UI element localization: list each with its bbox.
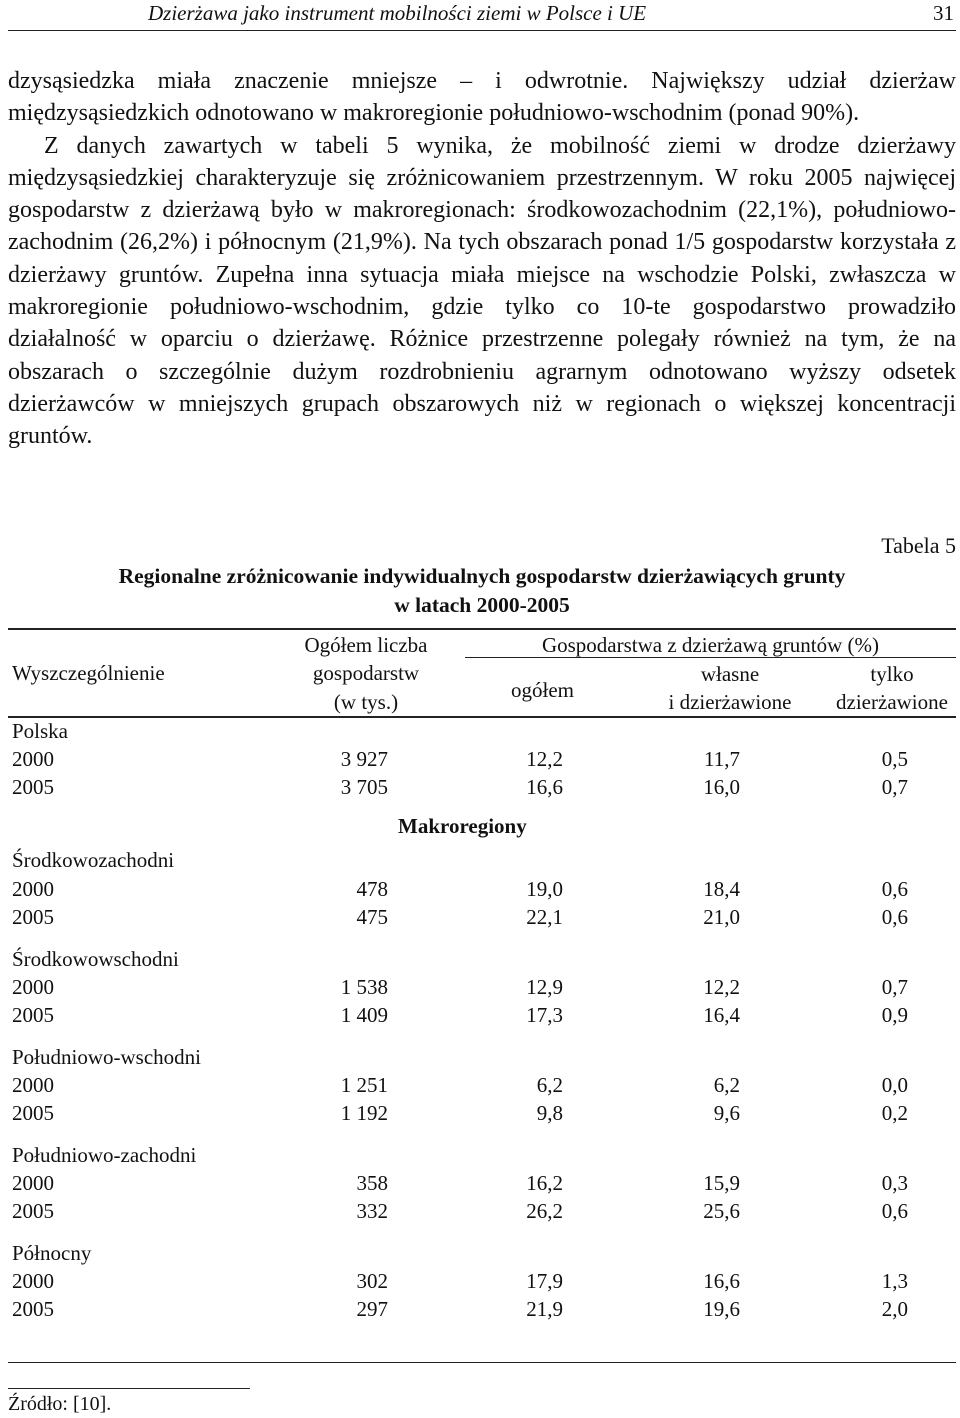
cell-total: 332 [356,1199,388,1223]
cell-total: 302 [356,1269,388,1293]
cell-year: 2000 [12,877,54,901]
footnote-rule [8,1388,250,1389]
cell-tylko: 2,0 [881,1297,908,1321]
cell-ogolem: 26,2 [526,1199,563,1223]
running-title: Dzierżawa jako instrument mobilności ziemi w Polsce i UE [148,1,647,25]
cell-tylko: 0,6 [881,1199,908,1223]
cell-tylko: 0,9 [881,1003,908,1027]
cell-ogolem: 16,2 [526,1171,563,1195]
table-title-line: Regionalne zróżnicowanie indywidualnych gospodarstw dzierżawiących grunty [118,564,846,588]
cell-wlasne: 6,2 [713,1073,740,1097]
table-number: Tabela 5 [881,533,956,558]
cell-wlasne: 16,6 [703,1269,740,1293]
table-header-rule [8,716,956,718]
section-title: Makroregiony [398,814,527,838]
paragraph: Z danych zawartych w tabeli 5 wynika, że mobilność ziemi w drodze dzierżawy międzysąsiedzkiej charakteryzuje się zróżnicowaniem przestrzennym. W roku 2005 najwięcej gospodarstw z dzierżawą było w makroregionach: środkowozachodnim (22,1%), południowo-zachodnim (26,2%) i północnym (21,9%). Na tych obszarach ponad 1/5 gospodarstw korzystała z dzierżawy gruntów. Zupełna inna sytuacja miała miejsce na wschodzie Polski, zwłaszcza w makroregionie południowo-wschodnim, gdzie tylko co 10-te gospodarstwo prowadziło działalność w oparciu o dzierżawę. Różnice przestrzenne polegały również na tym, że na obszarach o szczególnie dużym rozdrobnieniu agrarnym odnotowano wyższy odsetek dzierżawców w mniejszych grupach obszarowych niż w regionach o większej koncentracji gruntów. [8,132,956,450]
region-label: Południowo-zachodni [12,1143,197,1167]
cell-wlasne: 21,0 [703,905,740,929]
table-source: Źródło: [10]. [8,1393,112,1415]
running-header [8,0,956,31]
cell-wlasne: 16,0 [703,775,740,799]
cell-ogolem: 21,9 [526,1297,563,1321]
header-wyszczegolnienie: Wyszczególnienie [12,661,165,685]
table-top-rule [8,628,956,630]
cell-total: 3 927 [340,747,388,771]
cell-wlasne: 19,6 [703,1297,740,1321]
cell-total: 358 [356,1171,388,1195]
cell-wlasne: 18,4 [703,877,740,901]
region-label: Środkowozachodni [12,848,175,872]
cell-tylko: 0,7 [881,775,908,799]
cell-total: 1 192 [340,1101,388,1125]
cell-wlasne: 12,2 [703,975,740,999]
cell-year: 2005 [12,1199,54,1223]
cell-ogolem: 9,8 [536,1101,563,1125]
cell-ogolem: 17,3 [526,1003,563,1027]
cell-year: 2000 [12,975,54,999]
cell-ogolem: 6,2 [536,1073,563,1097]
table-title [8,562,956,620]
header-total-line: (w tys.) [333,690,399,714]
cell-tylko: 0,7 [881,975,908,999]
cell-year: 2005 [12,1297,54,1321]
cell-ogolem: 12,2 [526,747,563,771]
cell-total: 475 [356,905,388,929]
cell-wlasne: 15,9 [703,1171,740,1195]
cell-tylko: 0,2 [881,1101,908,1125]
cell-year: 2000 [12,1073,54,1097]
cell-tylko: 1,3 [881,1269,908,1293]
cell-total: 478 [356,877,388,901]
cell-ogolem: 17,9 [526,1269,563,1293]
cell-total: 3 705 [340,775,388,799]
cell-wlasne: 25,6 [703,1199,740,1223]
region-label: Południowo-wschodni [12,1045,201,1069]
region-label: Północny [12,1241,92,1265]
cell-tylko: 0,6 [881,877,908,901]
header-tylko-line: dzierżawione [836,690,948,714]
cell-year: 2000 [12,1171,54,1195]
cell-tylko: 0,6 [881,905,908,929]
cell-ogolem: 16,6 [526,775,563,799]
table-bottom-rule [8,1362,956,1363]
cell-ogolem: 22,1 [526,905,563,929]
cell-total: 297 [356,1297,388,1321]
cell-total: 1 538 [340,975,388,999]
cell-tylko: 0,3 [881,1171,908,1195]
cell-wlasne: 11,7 [704,747,740,771]
cell-ogolem: 19,0 [526,877,563,901]
header-total-line: gospodarstw [312,661,420,685]
header-total-line: Ogółem liczba [304,633,428,657]
table-title-line: w latach 2000-2005 [394,593,570,617]
cell-year: 2000 [12,1269,54,1293]
header-wlasne-line: i dzierżawione [668,690,792,714]
cell-total: 1 409 [340,1003,388,1027]
cell-year: 2005 [12,905,54,929]
header-group: Gospodarstwa z dzierżawą gruntów (%) [541,633,880,657]
cell-tylko: 0,5 [881,747,908,771]
header-ogolem: ogółem [511,678,574,702]
cell-year: 2005 [12,1101,54,1125]
cell-year: 2005 [12,1003,54,1027]
header-wlasne-line: własne [700,662,760,686]
body-text [8,65,956,453]
header-tylko-line: tylko [870,662,914,686]
group-label: Polska [12,719,69,743]
cell-wlasne: 9,6 [713,1101,740,1125]
paragraph: dzysąsiedzka miała znaczenie mniejsze – i odwrotnie. Największy udział dzierżaw międzysąsiedzkich odnotowano w makroregionie południowo-wschodnim (ponad 90%). [8,68,956,127]
region-label: Środkowowschodni [12,947,179,971]
cell-ogolem: 12,9 [526,975,563,999]
cell-wlasne: 16,4 [703,1003,740,1027]
cell-year: 2000 [12,747,54,771]
cell-tylko: 0,0 [881,1073,908,1097]
cell-total: 1 251 [340,1073,388,1097]
cell-year: 2005 [12,775,54,799]
page-number: 31 [933,1,954,25]
